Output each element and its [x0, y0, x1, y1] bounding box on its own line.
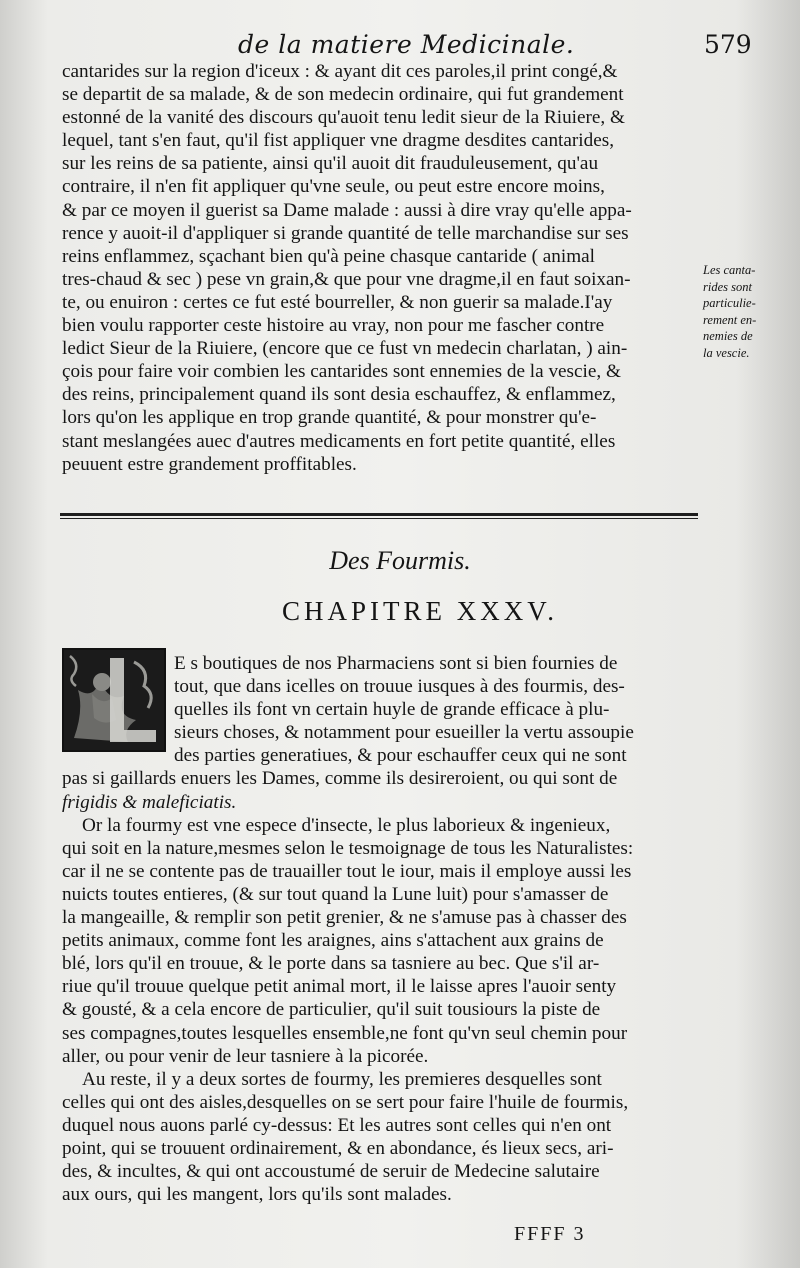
text-line: peuuent estre grandement proffitables. — [62, 453, 357, 475]
running-title: de la matiere Medicinale. — [238, 30, 575, 59]
text-line: contraire, il n'en fit appliquer qu'vne seule, ou peut estre encore moins, — [62, 176, 605, 198]
text-line: riue qu'il trouue quelque petit animal mort, il le laisse apres l'auoir senty — [62, 976, 617, 998]
text-line: frigidis & maleficiatis. — [62, 791, 237, 813]
text-line: estonné de la vanité des discours qu'auoit tenu ledit sieur de la Riuiere, & — [62, 107, 625, 129]
text-line: des parties generatiues, & pour eschauffer ceux qui ne sont — [174, 745, 627, 767]
text-line: car il ne se contente pas de trauailler tout le iour, mais il employe aussi les — [62, 860, 632, 882]
text-line: bien voulu rapporter ceste histoire au vray, non pour me fascher contre — [62, 315, 605, 337]
page-number: 579 — [704, 30, 752, 59]
text-line: sieurs choses, & notamment pour esueiller la vertu assoupie — [174, 722, 634, 744]
section-title: Des Fourmis. — [329, 546, 471, 575]
text-line: celles qui ont des aisles,desquelles on se sert pour faire l'huile de fourmis, — [62, 1091, 629, 1113]
text-line: & par ce moyen il guerist sa Dame malade : aussi à dire vray qu'elle appa- — [62, 199, 632, 221]
text-line: te, ou enuiron : certes ce fut esté bourreller, & non guerir sa malade.I'ay — [62, 291, 613, 313]
text-line: reins enflammez, sçachant bien qu'à peine chasque cantaride ( animal — [62, 245, 595, 267]
margin-note-line: rides sont — [703, 279, 752, 294]
chapter-text — [62, 652, 698, 1206]
text-line: des reins, principalement quand ils sont desia eschauffez, & enflammez, — [62, 384, 616, 406]
text-line: ses compagnes,toutes lesquelles ensemble,ne font qu'vn seul chemin pour — [62, 1022, 628, 1044]
text-line: nuicts toutes entieres, (& sur tout quand la Lune luit) pour s'amasser de — [62, 883, 609, 905]
signature-mark: FFFF 3 — [514, 1223, 586, 1245]
margin-note-line: rement en- — [703, 312, 757, 327]
previous-chapter-text — [62, 60, 698, 476]
text-line: quelles ils font vn certain huyle de grande efficace à plu- — [174, 699, 610, 721]
text-line: sur les reins de sa patiente, ainsi qu'il auoit dit frauduleusement, qu'au — [62, 153, 599, 175]
text-line: aller, ou pour venir de leur tasniere à la picorée. — [62, 1045, 429, 1067]
text-line: duquel nous auons parlé cy-dessus: Et les autres sont celles qui n'en ont — [62, 1114, 612, 1136]
text-line: pas si gaillards enuers les Dames, comme ils desireroient, ou qui sont de — [62, 768, 618, 790]
margin-note-line: particulie- — [703, 296, 756, 310]
text-line: Or la fourmy est vne espece d'insecte, le plus laborieux & ingenieux, — [82, 814, 611, 836]
text-line: des, & incultes, & qui ont accoustumé de seruir de Medecine salutaire — [62, 1161, 600, 1183]
text-line: Au reste, il y a deux sortes de fourmy, les premieres desquelles sont — [82, 1068, 602, 1090]
text-line: çois pour faire voir combien les cantarides sont ennemies de la vescie, & — [62, 361, 621, 383]
margin-note-line: la vescie. — [703, 345, 750, 360]
text-line: point, qui se trouuent ordinairement, & en abondance, és lieux secs, ari- — [62, 1137, 614, 1159]
margin-note-line: Les canta- — [703, 263, 756, 277]
text-line: tout, que dans icelles on trouue iusques à des fourmis, des- — [174, 676, 625, 698]
text-line: ledict Sieur de la Riuiere, (encore que ce fust vn medecin charlatan, ) ain- — [62, 338, 628, 360]
margin-note — [703, 262, 795, 361]
text-line: lequel, tant s'en faut, qu'il fist appliquer vne dragme desdites cantarides, — [62, 130, 614, 152]
text-line: rence y auoit-il d'appliquer si grande quantité de telle marchandise sur ses — [62, 222, 629, 244]
text-line: qui soit en la nature,mesmes selon le tesmoignage de tous les Naturalistes: — [62, 837, 634, 859]
margin-note-line: nemies de — [703, 329, 753, 343]
text-line: E s boutiques de nos Pharmaciens sont si bien fournies de — [174, 653, 618, 674]
text-line: blé, lors qu'il en trouue, & le porte dans sa tasniere au bec. Que s'il ar- — [62, 953, 600, 975]
text-line: & gousté, & a cela encore de particulier, qu'il suit tousiours la piste de — [62, 999, 601, 1021]
text-line: stant meslangées auec d'autres medicaments en fort petite quantité, elles — [62, 430, 616, 452]
section-divider — [60, 513, 698, 516]
section-divider-thin — [60, 518, 698, 519]
text-line: se departit de sa malade, & de son medecin ordinaire, qui fut grandement — [62, 84, 624, 106]
text-line: lors qu'on les applique en trop grande quantité, & pour monstrer qu'e- — [62, 407, 597, 429]
chapter-title: CHAPITRE XXXV. — [281, 596, 559, 626]
text-line: aux ours, qui les mangent, lors qu'ils sont malades. — [62, 1184, 452, 1206]
text-line: tres-chaud & sec ) pese vn grain,& que pour vne dragme,il en faut soixan- — [62, 268, 631, 290]
text-line: petits animaux, comme font les araignes, ains s'attachent aux grains de — [62, 930, 604, 952]
text-line: cantarides sur la region d'iceux : & ayant dit ces paroles,il print congé,& — [62, 61, 618, 82]
text-line: la mangeaille, & remplir son petit grenier, & ne s'amuse pas à chasser des — [62, 907, 627, 929]
